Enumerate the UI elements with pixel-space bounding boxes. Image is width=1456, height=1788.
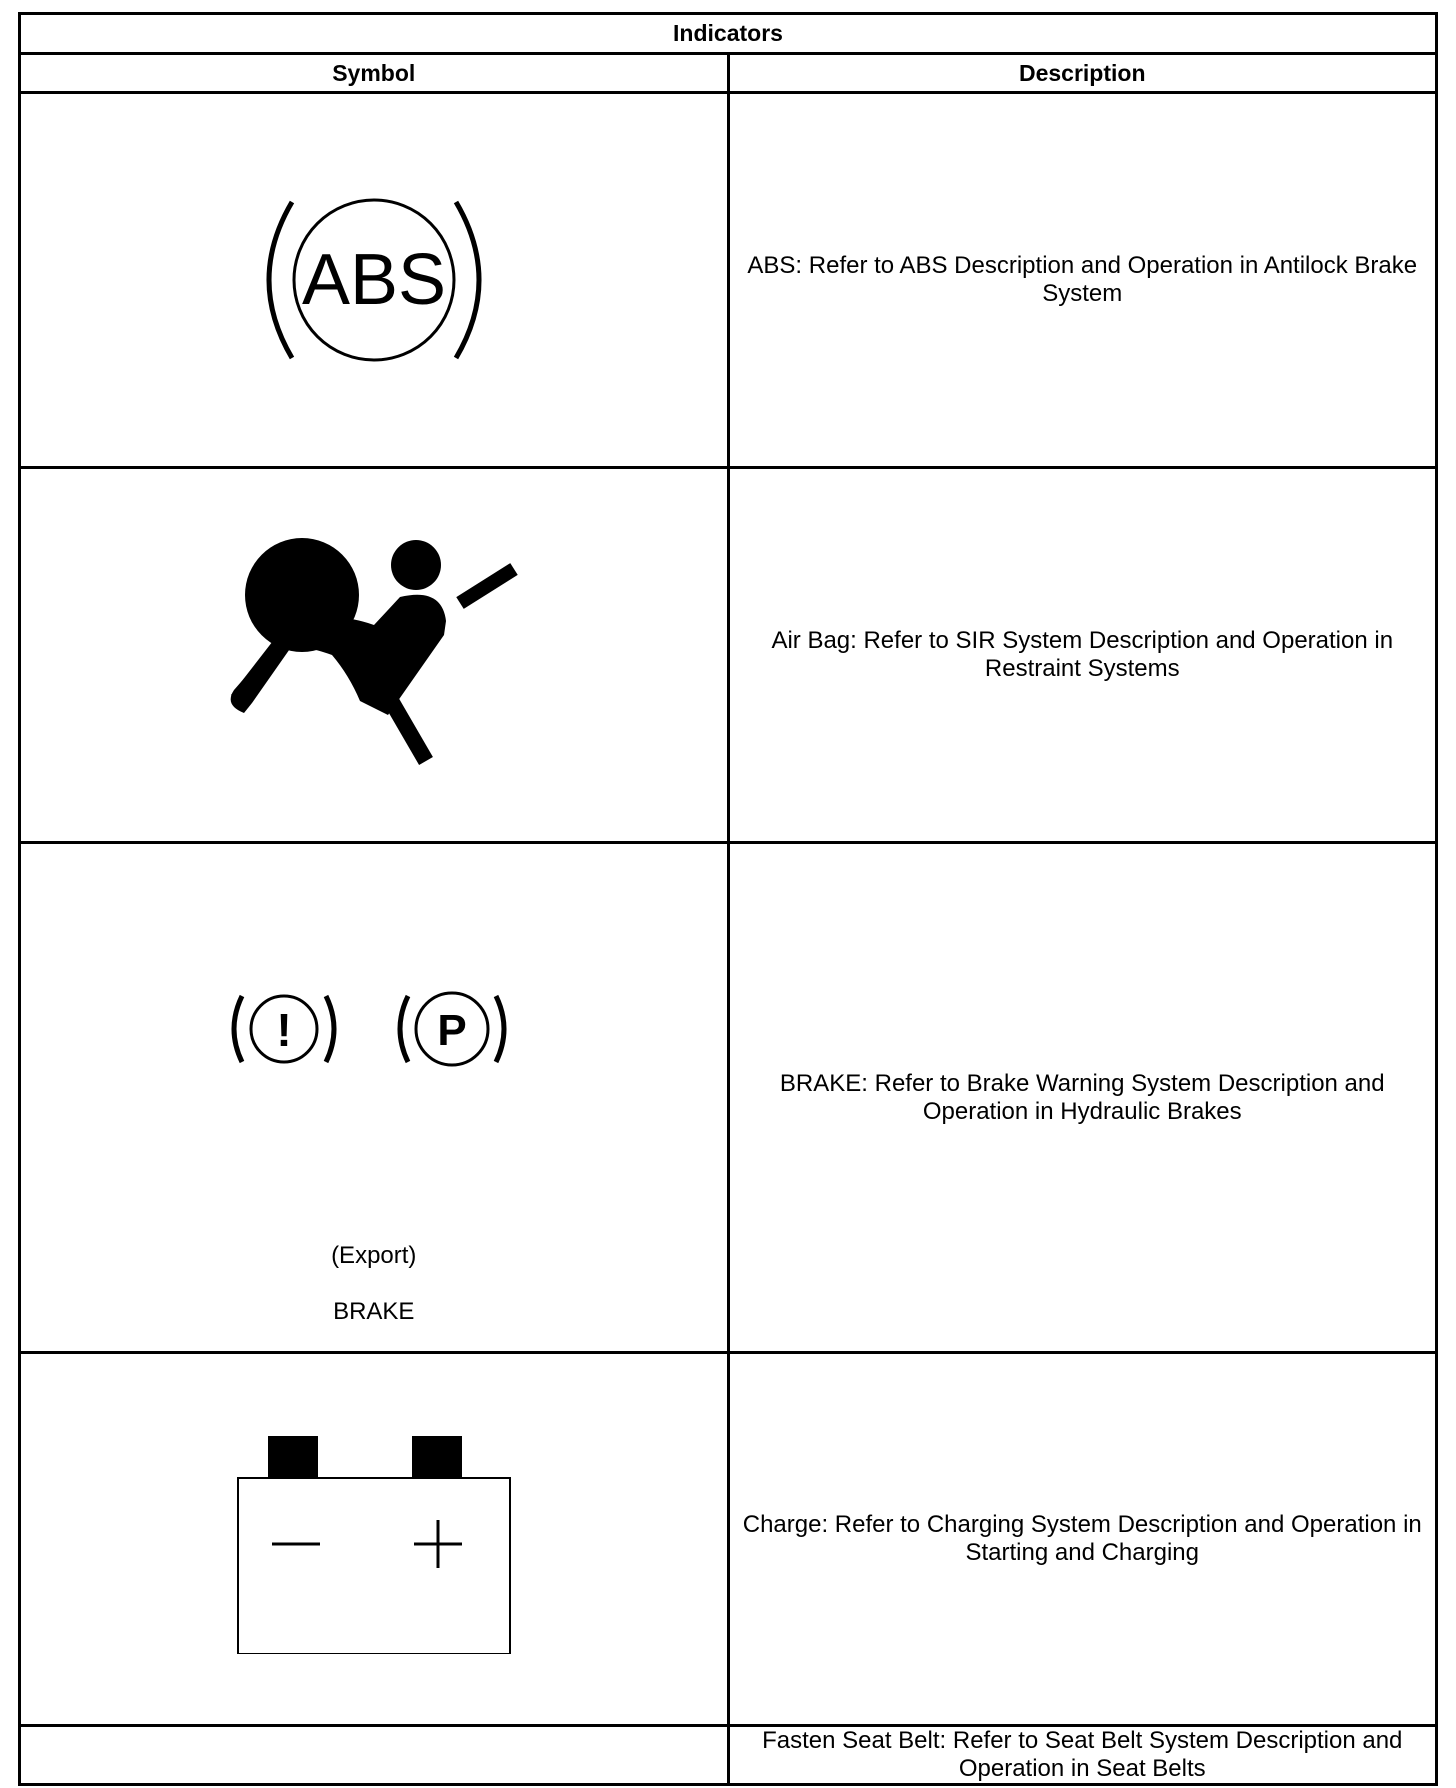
symbol-cell [20,468,729,843]
abs-icon-text: ABS [301,240,446,320]
indicators-table [18,12,1438,1786]
export-note: (Export) [331,1242,417,1269]
symbol-cell [20,93,729,468]
description-cell: BRAKE: Refer to Brake Warning System Description and Operation in Hydraulic Brakes [728,843,1437,1353]
brake-warning-icon [224,984,524,1074]
brake-symbol-label: BRAKE [333,1298,415,1325]
description-cell: Air Bag: Refer to SIR System Description and Operation in Restraint Systems [728,468,1437,843]
symbol-cell [20,1726,729,1785]
description-cell: Charge: Refer to Charging System Description and Operation in Starting and Charging [728,1353,1437,1726]
parking-brake-icon [400,993,504,1065]
table-row [20,468,1437,843]
abs-warning-icon [254,190,494,370]
table-row [20,93,1437,468]
table-row [20,1353,1437,1726]
exclamation-brake-icon [234,996,334,1062]
parking-letter: P [437,1006,467,1055]
symbol-cell [20,1353,729,1726]
table-row [20,843,1437,1353]
description-cell: ABS: Refer to ABS Description and Operation in Antilock Brake System [728,93,1437,468]
battery-charge-icon [234,1424,514,1654]
description-column-header: Description [728,54,1437,93]
symbol-column-header: Symbol [20,54,729,93]
table-title: Indicators [20,14,1437,54]
airbag-icon [224,525,524,785]
symbol-cell [20,843,729,1353]
exclamation-mark: ! [276,1004,292,1056]
description-cell: Fasten Seat Belt: Refer to Seat Belt System Description and Operation in Seat Belts [728,1726,1437,1785]
table-row [20,1726,1437,1785]
